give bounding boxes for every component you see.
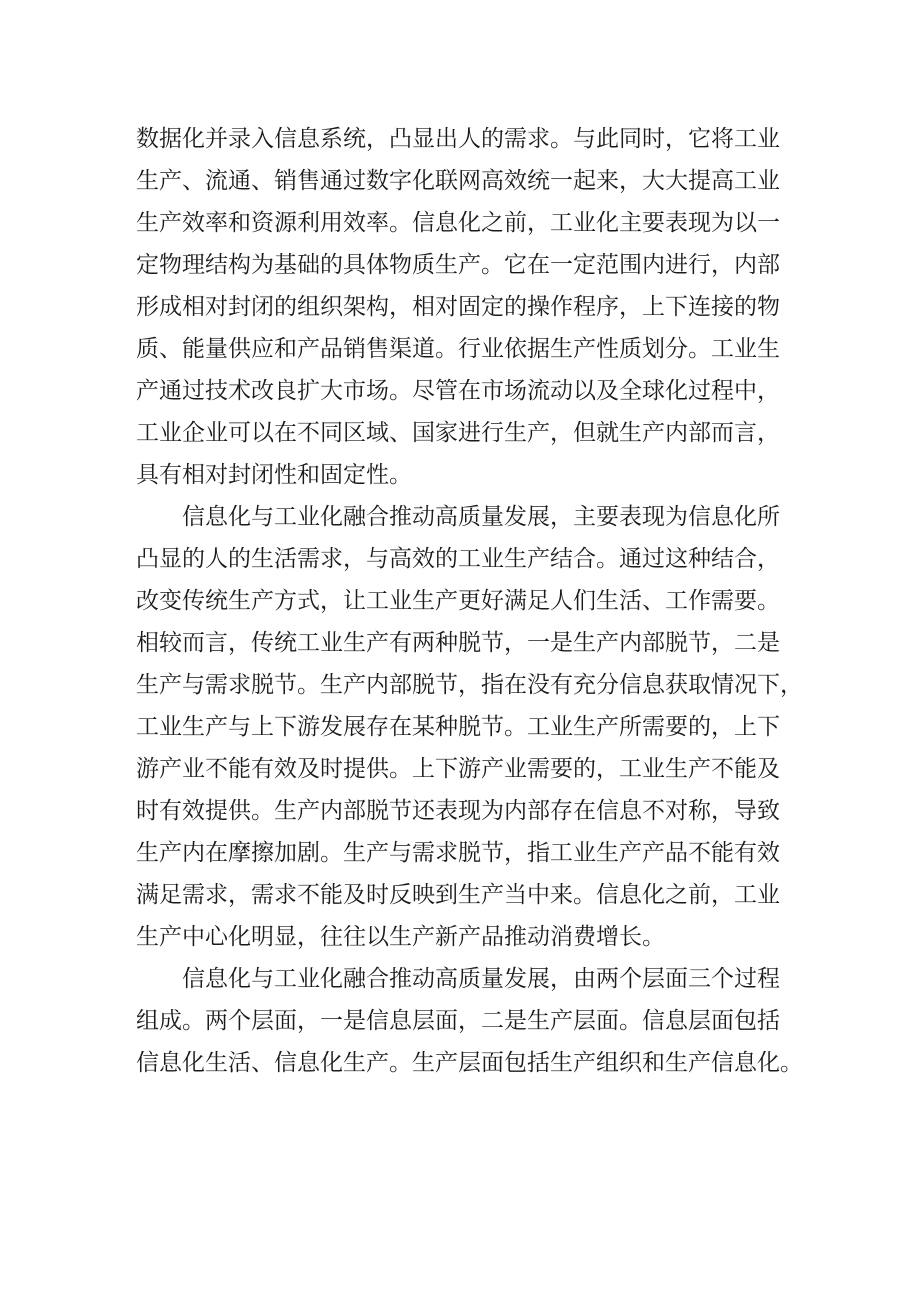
text-line: 生产中心化明显，往往以生产新产品推动消费增长。 [136, 924, 665, 950]
text-line: 相较而言，传统工业生产有两种脱节，一是生产内部脱节，二是 [136, 630, 780, 656]
text-line: 工业企业可以在不同区域、国家进行生产，但就生产内部而言， [136, 420, 780, 446]
text-line: 生产内在摩擦加剧。生产与需求脱节，指工业生产产品不能有效 [136, 840, 780, 866]
text-line: 信息化生活、信息化生产。生产层面包括生产组织和生产信息化。 [136, 1050, 803, 1076]
text-line: 数据化并录入信息系统，凸显出人的需求。与此同时，它将工业 [136, 126, 780, 152]
body-text [136, 118, 808, 1084]
text-line: 信息化与工业化融合推动高质量发展，由两个层面三个过程 [182, 966, 780, 992]
text-line: 改变传统生产方式，让工业生产更好满足人们生活、工作需要。 [136, 588, 780, 614]
paragraph-3 [136, 958, 808, 1084]
text-line: 游产业不能有效及时提供。上下游产业需要的，工业生产不能及 [136, 756, 780, 782]
text-line: 凸显的人的生活需求，与高效的工业生产结合。通过这种结合， [136, 546, 780, 572]
text-line: 满足需求，需求不能及时反映到生产当中来。信息化之前，工业 [136, 882, 780, 908]
text-line: 时有效提供。生产内部脱节还表现为内部存在信息不对称，导致 [136, 798, 780, 824]
text-line: 产通过技术改良扩大市场。尽管在市场流动以及全球化过程中， [136, 378, 780, 404]
text-line: 定物理结构为基础的具体物质生产。它在一定范围内进行，内部 [136, 252, 780, 278]
text-line: 生产、流通、销售通过数字化联网高效统一起来，大大提高工业 [136, 168, 780, 194]
paragraph-1 [136, 118, 808, 496]
text-line: 形成相对封闭的组织架构，相对固定的操作程序，上下连接的物 [136, 294, 780, 320]
text-line: 工业生产与上下游发展存在某种脱节。工业生产所需要的，上下 [136, 714, 780, 740]
text-line: 生产与需求脱节。生产内部脱节，指在没有充分信息获取情况下， [136, 672, 803, 698]
text-line: 质、能量供应和产品销售渠道。行业依据生产性质划分。工业生 [136, 336, 780, 362]
paragraph-2 [136, 496, 808, 958]
text-line: 具有相对封闭性和固定性。 [136, 462, 412, 488]
text-line: 组成。两个层面，一是信息层面，二是生产层面。信息层面包括 [136, 1008, 780, 1034]
text-line: 信息化与工业化融合推动高质量发展，主要表现为信息化所 [182, 504, 780, 530]
text-line: 生产效率和资源利用效率。信息化之前，工业化主要表现为以一 [136, 210, 780, 236]
